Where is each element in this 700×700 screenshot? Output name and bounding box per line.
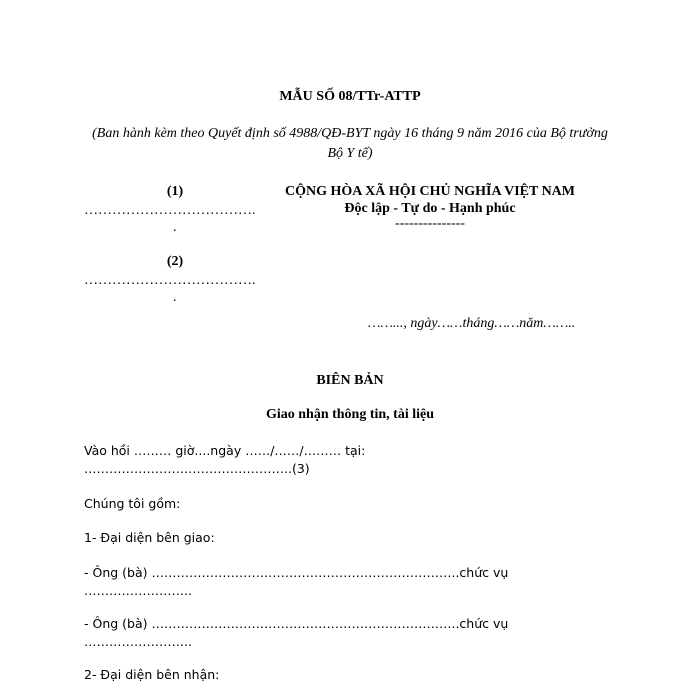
national-title: CỘNG HÒA XÃ HỘI CHỦ NGHĨA VIỆT NAM <box>284 184 575 199</box>
agency-name-placeholder-2: ………………………………. <box>84 273 256 288</box>
agency-dot-2: . <box>173 290 177 305</box>
document-subtitle: Giao nhận thông tin, tài liệu <box>265 407 435 422</box>
national-motto: Độc lập - Tự do - Hạnh phúc <box>344 201 516 216</box>
party1-person-line: - Ông (bà) ………………………………………………………………..chức vụ <box>84 565 509 580</box>
agency-dot-1: . <box>173 220 177 235</box>
motto-underline: --------------- <box>395 216 465 231</box>
form-number: MẪU SỐ 08/TTr-ATTP <box>279 89 421 104</box>
issuing-decision: (Ban hành kèm theo Quyết định số 4988/QĐ-BYT ngày 16 tháng 9 năm 2016 của Bộ trưởng Bộ Y tế) <box>92 126 608 161</box>
party1-person-line: - Ông (bà) ………………………………………………………………..chức vụ <box>84 616 509 631</box>
document-title: BIÊN BẢN <box>316 373 384 388</box>
agency-code-2: (2) <box>166 254 184 269</box>
party1-heading: 1- Đại diện bên giao: <box>84 530 215 545</box>
party2-heading: 2- Đại diện bên nhận: <box>84 667 220 682</box>
party1-person-cont: …………………….. <box>84 634 192 649</box>
participants-heading: Chúng tôi gồm: <box>84 496 181 511</box>
place-line: …………………………………………..(3) <box>84 461 310 476</box>
date-line: ……..., ngày……tháng……năm…….. <box>368 316 576 331</box>
agency-name-placeholder-1: ………………………………. <box>84 203 256 218</box>
agency-code-1: (1) <box>166 184 184 199</box>
time-place-line: Vào hồi ……… giờ....ngày ……/……/……… tại: <box>84 443 366 458</box>
party1-person-cont: …………………….. <box>84 583 192 598</box>
